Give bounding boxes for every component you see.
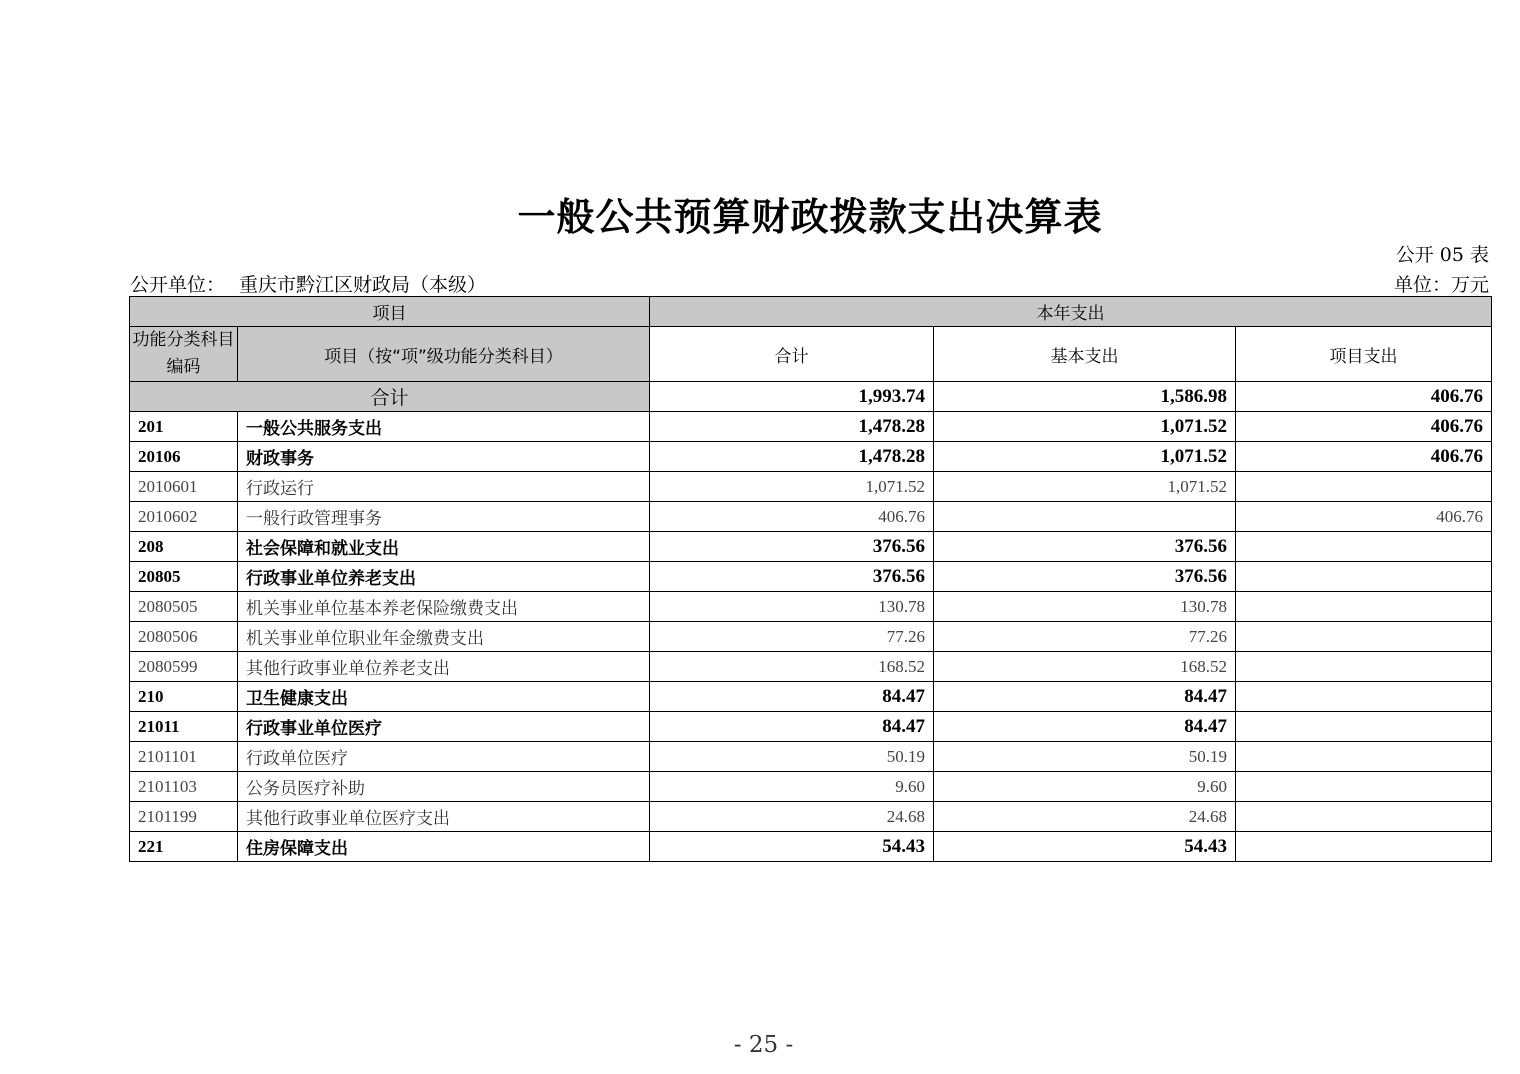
row-name: 财政事务	[238, 442, 650, 472]
row-name: 社会保障和就业支出	[238, 532, 650, 562]
row-project: 406.76	[1236, 412, 1492, 442]
row-total: 50.19	[650, 742, 934, 772]
row-basic: 54.43	[934, 832, 1236, 862]
row-total: 84.47	[650, 682, 934, 712]
table-row	[130, 442, 1492, 472]
row-project	[1236, 832, 1492, 862]
row-name: 机关事业单位基本养老保险缴费支出	[238, 592, 650, 622]
header-total: 合计	[650, 327, 934, 382]
row-name: 公务员医疗补助	[238, 772, 650, 802]
row-code: 2080506	[130, 622, 238, 652]
row-basic: 376.56	[934, 532, 1236, 562]
row-total: 54.43	[650, 832, 934, 862]
row-project	[1236, 802, 1492, 832]
row-basic: 376.56	[934, 562, 1236, 592]
row-basic: 84.47	[934, 712, 1236, 742]
row-total: 84.47	[650, 712, 934, 742]
row-basic: 50.19	[934, 742, 1236, 772]
header-row-2	[130, 327, 1492, 382]
header-code: 功能分类科目编码	[130, 327, 238, 382]
row-basic: 9.60	[934, 772, 1236, 802]
row-code: 20805	[130, 562, 238, 592]
row-total: 77.26	[650, 622, 934, 652]
row-project: 406.76	[1236, 502, 1492, 532]
table-row	[130, 532, 1492, 562]
row-total: 406.76	[650, 502, 934, 532]
row-code: 221	[130, 832, 238, 862]
table-row	[130, 772, 1492, 802]
row-code: 2101101	[130, 742, 238, 772]
row-basic: 1,071.52	[934, 472, 1236, 502]
row-name: 行政单位医疗	[238, 742, 650, 772]
row-total: 130.78	[650, 592, 934, 622]
row-code: 2010602	[130, 502, 238, 532]
total-basic: 1,586.98	[934, 382, 1236, 412]
row-total: 376.56	[650, 532, 934, 562]
row-name: 其他行政事业单位养老支出	[238, 652, 650, 682]
row-total: 168.52	[650, 652, 934, 682]
row-code: 21011	[130, 712, 238, 742]
table-row	[130, 562, 1492, 592]
table-row	[130, 652, 1492, 682]
row-total: 24.68	[650, 802, 934, 832]
row-code: 20106	[130, 442, 238, 472]
header-current-year: 本年支出	[650, 297, 1492, 327]
table-row	[130, 682, 1492, 712]
row-basic: 168.52	[934, 652, 1236, 682]
row-basic: 1,071.52	[934, 412, 1236, 442]
header-project-expenditure: 项目支出	[1236, 327, 1492, 382]
table-row	[130, 712, 1492, 742]
row-project	[1236, 592, 1492, 622]
header-item: 项目（按“项”级功能分类科目）	[238, 327, 650, 382]
table-row	[130, 592, 1492, 622]
row-total: 1,071.52	[650, 472, 934, 502]
row-name: 住房保障支出	[238, 832, 650, 862]
table-row	[130, 742, 1492, 772]
header-project: 项目	[130, 297, 650, 327]
expenditure-table	[129, 296, 1492, 862]
table-row	[130, 622, 1492, 652]
row-code: 2080505	[130, 592, 238, 622]
row-total: 1,478.28	[650, 412, 934, 442]
table-row	[130, 502, 1492, 532]
currency-unit: 单位：万元	[1393, 274, 1489, 296]
row-project	[1236, 712, 1492, 742]
row-project	[1236, 472, 1492, 502]
row-name: 机关事业单位职业年金缴费支出	[238, 622, 650, 652]
row-project	[1236, 562, 1492, 592]
unit-label: 公开单位：	[130, 274, 226, 296]
row-total: 9.60	[650, 772, 934, 802]
page-number: - 25 -	[733, 1032, 794, 1058]
total-sum: 1,993.74	[650, 382, 934, 412]
unit-name: 重庆市黔江区财政局（本级）	[239, 274, 487, 296]
table-row	[130, 802, 1492, 832]
row-name: 行政运行	[238, 472, 650, 502]
row-total: 1,478.28	[650, 442, 934, 472]
table-row	[130, 412, 1492, 442]
row-project	[1236, 742, 1492, 772]
header-basic: 基本支出	[934, 327, 1236, 382]
row-project	[1236, 652, 1492, 682]
row-project	[1236, 532, 1492, 562]
row-basic: 130.78	[934, 592, 1236, 622]
row-code: 210	[130, 682, 238, 712]
row-name: 行政事业单位养老支出	[238, 562, 650, 592]
row-total: 376.56	[650, 562, 934, 592]
row-project	[1236, 622, 1492, 652]
row-project: 406.76	[1236, 442, 1492, 472]
row-code: 201	[130, 412, 238, 442]
table-row	[130, 832, 1492, 862]
row-code: 2101103	[130, 772, 238, 802]
page-title: 一般公共预算财政拨款支出决算表	[517, 195, 1103, 239]
row-basic: 24.68	[934, 802, 1236, 832]
total-label: 合计	[130, 382, 650, 412]
row-code: 2010601	[130, 472, 238, 502]
row-name: 一般公共服务支出	[238, 412, 650, 442]
row-name: 一般行政管理事务	[238, 502, 650, 532]
row-project	[1236, 772, 1492, 802]
row-basic: 77.26	[934, 622, 1236, 652]
row-name: 卫生健康支出	[238, 682, 650, 712]
reporting-unit	[130, 270, 486, 297]
row-basic: 1,071.52	[934, 442, 1236, 472]
header-row-1	[130, 297, 1492, 327]
table-number: 公开 05 表	[1395, 244, 1489, 266]
row-code: 208	[130, 532, 238, 562]
total-project: 406.76	[1236, 382, 1492, 412]
total-row	[130, 382, 1492, 412]
row-code: 2080599	[130, 652, 238, 682]
row-name: 行政事业单位医疗	[238, 712, 650, 742]
row-basic: 84.47	[934, 682, 1236, 712]
row-code: 2101199	[130, 802, 238, 832]
row-basic	[934, 502, 1236, 532]
row-project	[1236, 682, 1492, 712]
table-row	[130, 472, 1492, 502]
row-name: 其他行政事业单位医疗支出	[238, 802, 650, 832]
